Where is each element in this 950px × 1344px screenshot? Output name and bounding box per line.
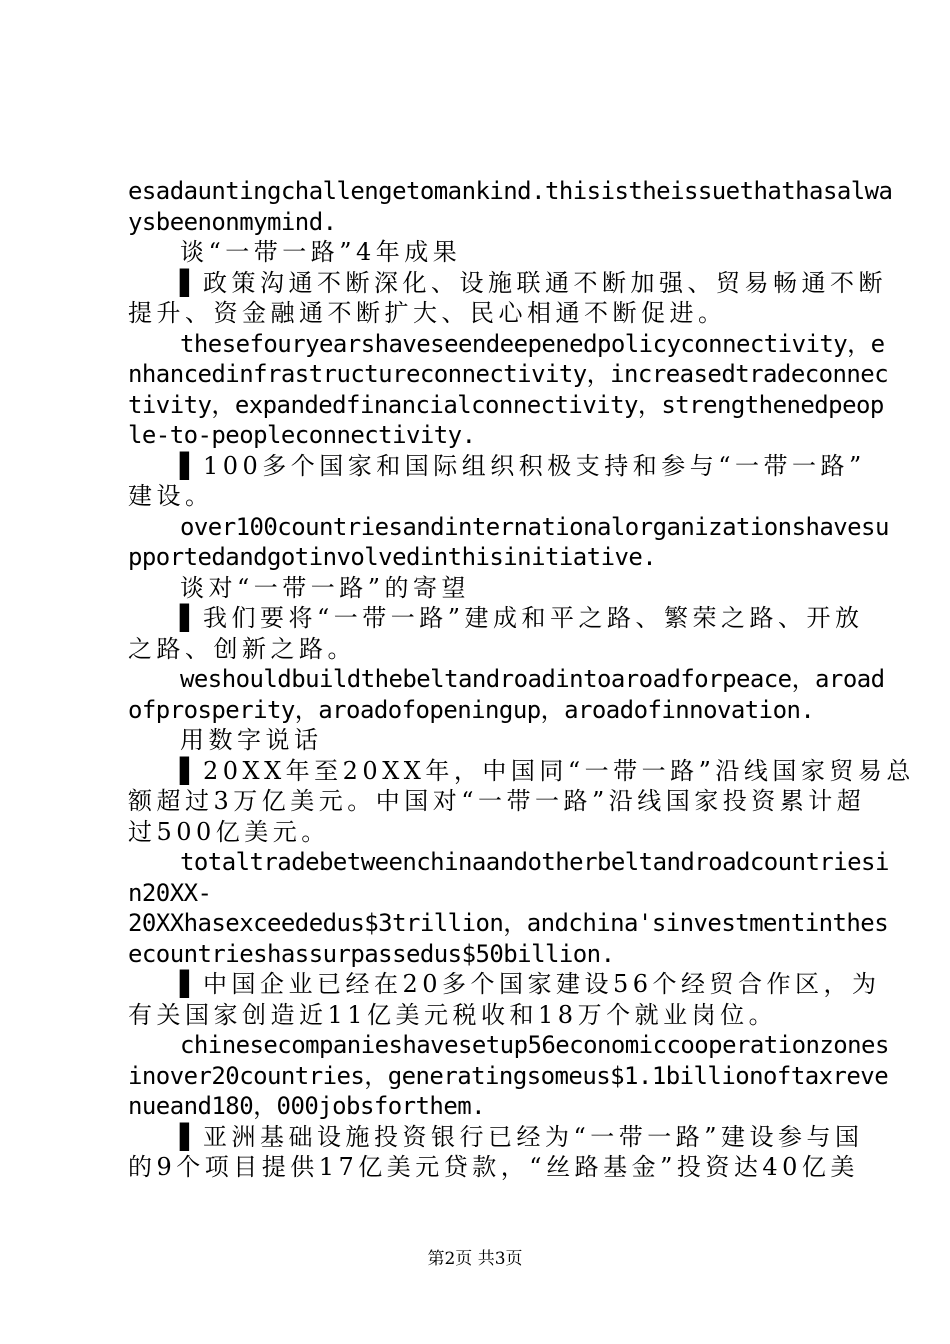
text-line: ysbeenonmymind.	[128, 207, 337, 236]
text-line: nueand180，000jobsforthem.	[128, 1092, 486, 1120]
text-line: over100countriesandinternationalorganizationshavesu	[180, 512, 889, 541]
text-line: 之路、创新之路。	[128, 634, 356, 663]
text-line: 额超过3万亿美元。中国对“一带一路”沿线国家投资累计超	[128, 787, 866, 815]
text-line: ▌20XX年至20XX年，中国同“一带一路”沿线国家贸易总	[180, 756, 915, 785]
text-line: inover20countries，generatingsomeus$1.1billionoftaxreve	[128, 1061, 889, 1090]
text-line: ▌亚洲基础设施投资银行已经为“一带一路”建设参与国	[180, 1122, 864, 1151]
text-line: 建设。	[128, 482, 214, 510]
page-footer: 第2页 共3页	[427, 1249, 523, 1269]
text-line: le-to-peopleconnectivity.	[128, 421, 476, 449]
text-line: 过500亿美元。	[128, 817, 330, 846]
text-line: 有关国家创造近11亿美元税收和18万个就业岗位。	[128, 1000, 778, 1029]
text-line: ▌政策沟通不断深化、设施联通不断加强、贸易畅通不断	[180, 268, 887, 297]
text-line: tivity，expandedfinancialconnectivity，strengthenedpeop	[128, 390, 884, 419]
text-line: n20XX-	[128, 878, 212, 907]
text-line: nhancedinfrastructureconnectivity，increasedtradeconnec	[128, 360, 889, 388]
document-body	[128, 176, 915, 1183]
text-line: ecountrieshassurpassedus$50billion.	[128, 939, 615, 968]
text-line: ofprosperity，aroadofopeningup，aroadofinnovation.	[128, 695, 815, 724]
text-line: 20XXhasexceededus$3trillion，andchina'sinvestmentinthes	[128, 909, 889, 937]
text-line: ▌100多个国家和国际组织积极支持和参与“一带一路”	[180, 451, 866, 480]
text-line: ▌我们要将“一带一路”建成和平之路、繁荣之路、开放	[180, 604, 864, 632]
text-line: esadauntingchallengetomankind.thisistheissuethathasalwa	[128, 177, 893, 205]
text-line: weshouldbuildthebeltandroadintoaroadforpeace，aroad	[180, 665, 885, 693]
text-line: totaltradebetweenchinaandotherbeltandroadcountriesi	[180, 848, 889, 876]
text-line: 用数字说话	[180, 726, 323, 754]
text-line: 谈“一带一路”4年成果	[180, 238, 462, 266]
text-line: 的9个项目提供17亿美元贷款，“丝路基金”投资达40亿美	[128, 1153, 859, 1181]
text-line: chinesecompanieshavesetup56economiccooperationzones	[180, 1031, 889, 1059]
text-line: thesefouryearshaveseendeepenedpolicyconnectivity，e	[180, 329, 885, 358]
text-line: 提升、资金融通不断扩大、民心相通不断促进。	[128, 299, 727, 327]
text-line: ▌中国企业已经在20多个国家建设56个经贸合作区，为	[180, 970, 881, 998]
text-line: pportedandgotinvolvedinthisinitiative.	[128, 543, 657, 571]
text-line: 谈对“一带一路”的寄望	[180, 573, 471, 602]
